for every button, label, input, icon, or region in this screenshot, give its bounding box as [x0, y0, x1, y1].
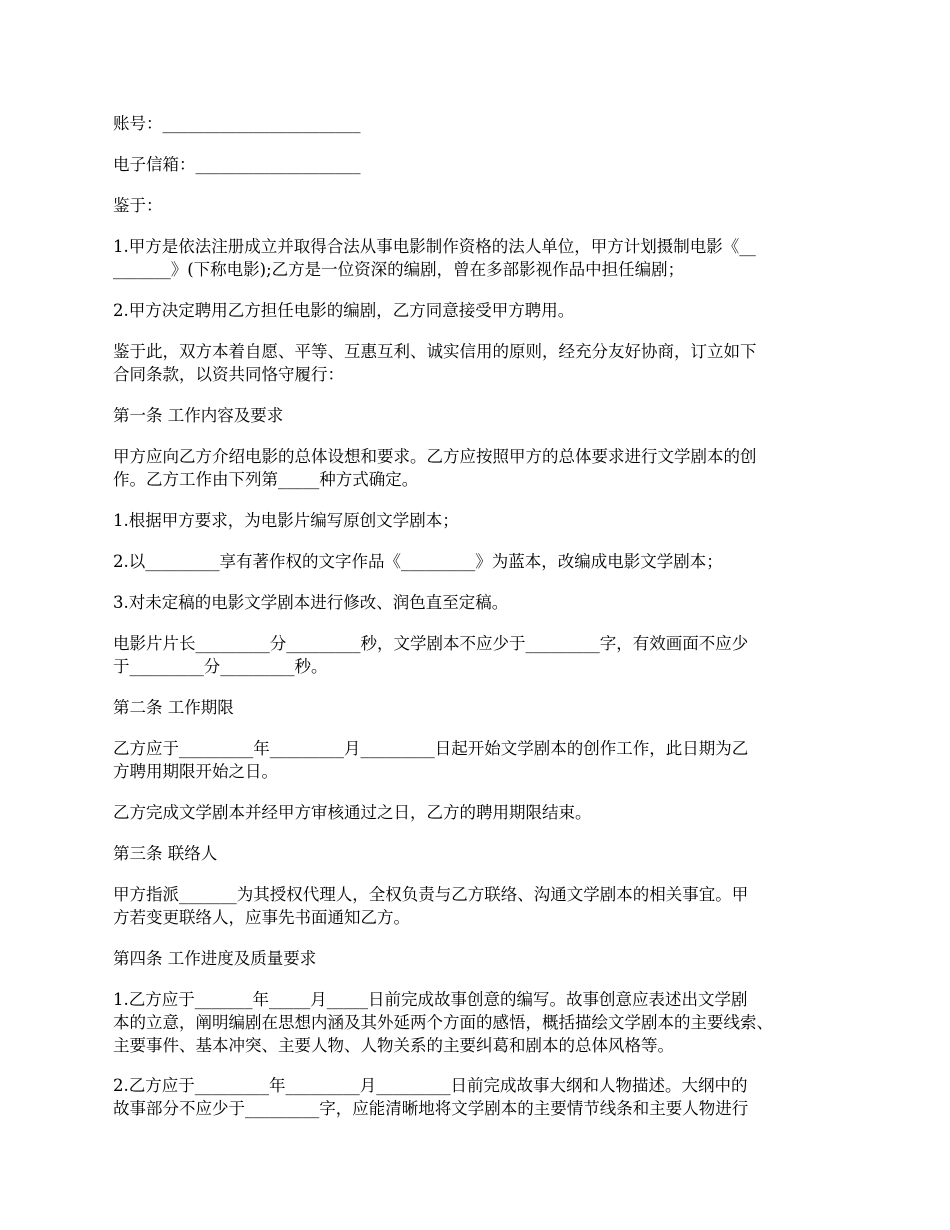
article-1-option-1: 1.根据甲方要求，为电影片编写原创文学剧本； [113, 511, 459, 530]
article-1-option-3: 3.对未定稿的电影文学剧本进行修改、润色直至定稿。 [113, 593, 509, 612]
contract-document [113, 112, 853, 1138]
article-1-intro: 甲方应向乙方介绍电影的总体设想和要求。乙方应按照甲方的总体要求进行文学剧本的创 作。乙方工作由下列第_____种方式确定。 [113, 447, 757, 489]
article-1-heading: 第一条 工作内容及要求 [113, 406, 284, 425]
email-field-line: 电子信箱：____________________ [113, 155, 361, 174]
article-2-heading: 第二条 工作期限 [113, 698, 234, 717]
whereas-clause-2: 2.甲方决定聘用乙方担任电影的编剧，乙方同意接受甲方聘用。 [113, 301, 575, 320]
article-4-item-2: 2.乙方应于_________年_________月_________日前完成故事大纲和人物描述。大纲中的 故事部分不应少于_________字，应能清晰地将文学剧本的主要情节线条和主要人物进行 [113, 1076, 749, 1118]
article-2-start-date: 乙方应于_________年_________月_________日起开始文学剧本的创作工作，此日期为乙 方聘用期限开始之日。 [113, 739, 749, 781]
film-length-paragraph: 电影片片长_________分_________秒，文学剧本不应少于_________字，有效画面不应少 于_________分_________秒。 [113, 634, 749, 676]
preamble-paragraph: 鉴于此，双方本着自愿、平等、互惠互利、诚实信用的原则，经充分友好协商，订立如下 合同条款，以资共同恪守履行： [113, 342, 757, 384]
article-3-heading: 第三条 联络人 [113, 844, 218, 863]
article-1-option-2: 2.以_________享有著作权的文字作品《_________》为蓝本，改编成电影文学剧本； [113, 552, 723, 571]
article-3-contact-person: 甲方指派_______为其授权代理人，全权负责与乙方联络、沟通文学剧本的相关事宜。甲 方若变更联络人，应事先书面通知乙方。 [113, 885, 749, 927]
article-2-end-term: 乙方完成文学剧本并经甲方审核通过之日，乙方的聘用期限结束。 [113, 803, 592, 822]
account-field-line: 账号：________________________ [113, 114, 361, 133]
article-4-heading: 第四条 工作进度及质量要求 [113, 949, 317, 968]
whereas-heading: 鉴于： [113, 196, 163, 215]
article-4-item-1: 1.乙方应于_______年_____月_____日前完成故事创意的编写。故事创意应表述出文学剧 本的立意，阐明编剧在思想内涵及其外延两个方面的感悟，概括描绘文学剧本的主要线索、 主要事件、基本冲突、主要人物、人物关系的主要纠葛和剧本的总体风格等。 [113, 990, 773, 1055]
whereas-clause-1: 1.甲方是依法注册成立并取得合法从事电影制作资格的法人单位，甲方计划摄制电影《__ _______》(下称电影);乙方是一位资深的编剧，曾在多部影视作品中担任编剧； [113, 237, 756, 279]
